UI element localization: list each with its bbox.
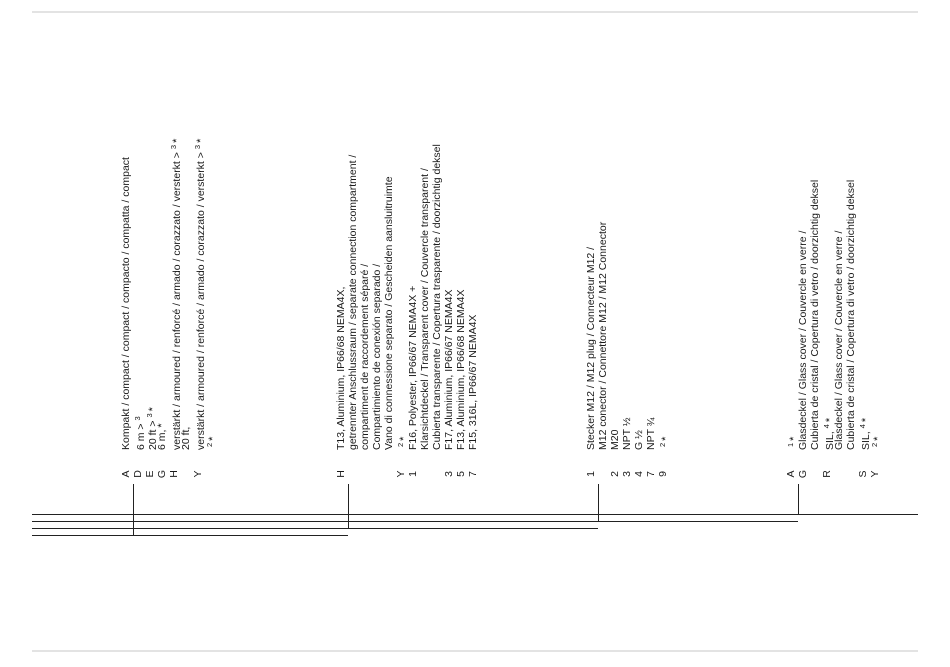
option-description: [845, 180, 857, 450]
option-text: NPT ½: [621, 417, 633, 450]
option-description: [156, 423, 168, 450]
option-code: S: [857, 470, 869, 478]
option-code: 4: [633, 471, 645, 477]
footnote-asterisk: *: [195, 138, 207, 143]
option-description: [797, 231, 809, 450]
option-text: verstärkt / armoured / renforcé / armado / corazzato / versterkt >: [171, 152, 183, 450]
option-description: [168, 139, 183, 450]
option-code: 7: [645, 471, 657, 477]
option-text: 20 ft >: [147, 420, 159, 450]
option-text: F16, Polyester, IP66/67 NEMA4X +: [407, 285, 419, 450]
option-code: D: [132, 470, 144, 478]
option-text: F17, Aluminium, IP66/67 NEMA4X: [443, 289, 455, 450]
option-text: SIL,: [824, 431, 836, 450]
option-code: Y: [192, 470, 204, 478]
footnote-asterisk: *: [398, 436, 410, 441]
option-code: G: [156, 469, 168, 479]
footnote-number: 2: [396, 442, 405, 447]
option-text: G ½: [633, 430, 645, 450]
footnote-number: 3: [169, 144, 178, 150]
option-text: 6 m >: [135, 423, 147, 450]
option-description: [347, 155, 359, 450]
option-text: F15, 316L, IP66/67 NEMA4X: [467, 314, 479, 450]
option-description: [869, 437, 884, 450]
option-code: 2: [609, 471, 621, 477]
option-description: [585, 247, 597, 450]
footnote-number: 2: [658, 442, 667, 447]
option-description: [633, 430, 645, 450]
option-code: 3: [443, 471, 455, 477]
option-description: [407, 286, 419, 450]
option-code: 1: [585, 471, 597, 477]
option-text: verstärkt / armoured / renforcé / armado / corazzato / versterkt >: [195, 152, 207, 450]
option-description: [371, 264, 383, 450]
footnote-number: 1: [786, 442, 795, 447]
option-text: M20: [609, 429, 621, 450]
option-description: [467, 315, 479, 450]
footnote-asterisk: *: [660, 436, 672, 441]
footnote-asterisk: *: [171, 138, 183, 143]
footnote-number: 4: [858, 424, 867, 429]
option-text: Klarsichtdeckel / Transparent cover / Couvercle transparent /: [419, 168, 431, 450]
option-description: [443, 290, 455, 451]
footnote-asterisk: *: [207, 436, 219, 441]
option-text: Glasdeckel / Glass cover / Couvercle en verre /: [797, 230, 809, 450]
option-text: Stecker M12 / M12 plug / Connecteur M12 /: [585, 246, 597, 450]
option-code: A: [785, 470, 797, 478]
option-text: Vano di connessione separato / Gescheiden aansluitruimte: [383, 176, 395, 450]
option-code: H: [335, 470, 347, 478]
option-code: 1: [407, 471, 419, 477]
option-text: 6 m,: [156, 429, 168, 450]
option-text: getrennter Anschlussraum / separate connection compartment /: [347, 154, 359, 450]
option-text: T13, Aluminium, IP66/68 NEMA4X,: [335, 286, 347, 450]
footnote-number: 3: [193, 144, 202, 150]
footnote-number: 3: [145, 413, 154, 418]
footnote-asterisk: *: [156, 423, 168, 428]
option-text: Glasdeckel / Glass cover / Couvercle en verre /: [833, 230, 845, 450]
option-text: Kompakt / compact / compact / compacto / compatta / compact: [120, 157, 132, 450]
option-text: compartiment de raccordement séparé /: [359, 263, 371, 450]
rotated-order-code-table: [112, 10, 884, 480]
option-description: [621, 418, 633, 450]
footnote-number: 4: [822, 424, 831, 429]
option-description: [645, 418, 657, 450]
option-description: [335, 287, 347, 450]
option-code: G: [797, 469, 809, 479]
option-description: [657, 437, 672, 450]
option-text: Cubierta de cristal / Copertura di vetro / doorzichtig deksel: [845, 179, 857, 450]
option-description: [192, 139, 207, 450]
option-description: [833, 231, 845, 450]
option-description: [180, 427, 192, 450]
option-description: [120, 157, 132, 450]
option-text: F13, Aluminium, IP66/68 NEMA4X: [455, 289, 467, 450]
option-text: M12 conector / Connettore M12 / M12 Connector: [597, 221, 609, 450]
option-code: 3: [621, 471, 633, 477]
footnote-asterisk: *: [824, 417, 836, 423]
option-text: NPT ¾: [645, 417, 657, 450]
option-code: Y: [869, 470, 881, 478]
option-code: 5: [455, 471, 467, 477]
option-text: 20 ft,: [180, 426, 192, 450]
option-description: [359, 264, 371, 450]
footnote-number: 3: [133, 416, 142, 421]
option-description: [809, 180, 821, 450]
footnote-asterisk: *: [872, 436, 884, 441]
option-code: 9: [657, 471, 669, 477]
option-code: Y: [395, 470, 407, 478]
footnote-number: 2: [870, 442, 879, 447]
footnote-asterisk: *: [147, 407, 159, 412]
option-code: A: [120, 470, 132, 478]
option-text: SIL,: [860, 431, 872, 450]
option-description: [204, 437, 219, 450]
footnote-asterisk: *: [788, 436, 800, 441]
option-description: [597, 222, 609, 450]
option-description: [419, 168, 431, 450]
option-description: [455, 290, 467, 451]
option-code: 7: [467, 471, 479, 477]
option-description: [609, 430, 621, 450]
option-text: Cubierta transparente / Copertura trasparente / doorzichtig deksel: [431, 144, 443, 450]
option-code: E: [144, 470, 156, 478]
option-description: [383, 176, 395, 450]
option-text: Cubierta de cristal / Copertura di vetro / doorzichtig deksel: [809, 179, 821, 450]
option-code: R: [821, 470, 833, 478]
option-description: [431, 144, 443, 450]
footnote-asterisk: *: [860, 417, 872, 423]
footnote-number: 2: [205, 442, 214, 447]
option-text: Compartimiento de conexión separado /: [371, 263, 383, 450]
option-code: H: [168, 470, 180, 478]
